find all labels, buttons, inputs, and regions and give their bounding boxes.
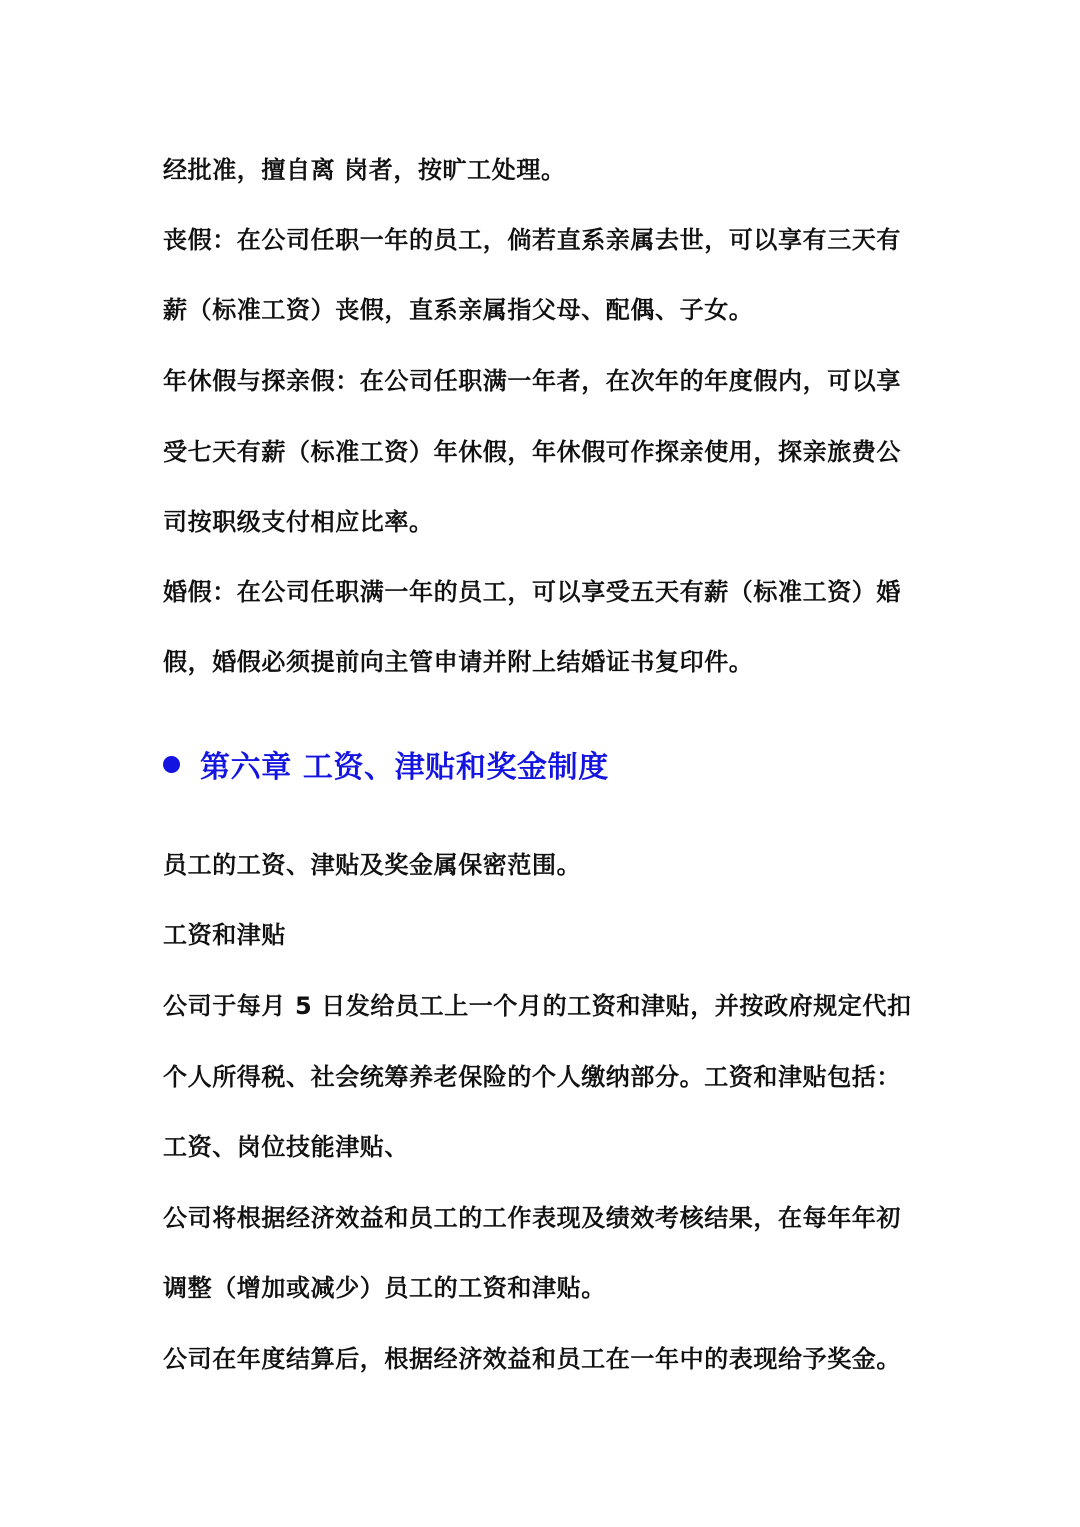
text-line: 员工的工资、津贴及奖金属保密范围。 bbox=[163, 851, 582, 879]
text-line: 工资、岗位技能津贴、 bbox=[163, 1133, 409, 1161]
text-line: 个人所得税、社会统筹养老保险的个人缴纳部分。工资和津贴包括： bbox=[163, 1063, 901, 1091]
text-line: 受七天有薪（标准工资）年休假，年休假可作探亲使用，探亲旅费公 bbox=[163, 438, 901, 466]
text-line: 司按职级支付相应比率。 bbox=[163, 508, 434, 536]
text-line: 公司将根据经济效益和员工的工作表现及绩效考核结果，在每年年初 bbox=[163, 1204, 901, 1232]
text-line: 丧假：在公司任职一年的员工，倘若直系亲属去世，可以享有三天有 bbox=[163, 226, 901, 254]
chapter-heading bbox=[163, 744, 609, 784]
bullet-icon bbox=[163, 756, 180, 773]
text-line: 工资和津贴 bbox=[163, 921, 286, 949]
text-line: 薪（标准工资）丧假，直系亲属指父母、配偶、子女。 bbox=[163, 296, 754, 324]
text-line: 调整（增加或减少）员工的工资和津贴。 bbox=[163, 1274, 606, 1302]
text-line: 公司于每月 5 日发给员工上一个月的工资和津贴，并按政府规定代扣 bbox=[163, 992, 912, 1020]
text-line: 假，婚假必须提前向主管申请并附上结婚证书复印件。 bbox=[163, 648, 754, 676]
text-line: 年休假与探亲假：在公司任职满一年者，在次年的年度假内，可以享 bbox=[163, 367, 901, 395]
text-line: 经批准，擅自离 岗者，按旷工处理。 bbox=[163, 156, 566, 184]
chapter-heading-text: 第六章 工资、津贴和奖金制度 bbox=[200, 750, 609, 785]
text-line: 公司在年度结算后，根据经济效益和员工在一年中的表现给予奖金。 bbox=[163, 1345, 901, 1373]
text-line: 婚假：在公司任职满一年的员工，可以享受五天有薪（标准工资）婚 bbox=[163, 578, 901, 606]
